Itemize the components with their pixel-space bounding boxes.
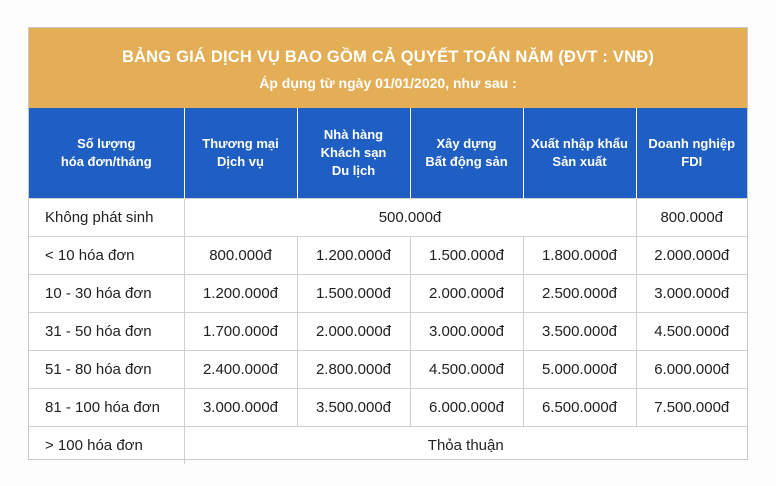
price-cell: 2.400.000đ xyxy=(184,351,297,389)
price-cell: 2.800.000đ xyxy=(297,351,410,389)
price-cell: 4.500.000đ xyxy=(636,313,747,351)
col-header-construction-realestate: Xây dựng Bất động sản xyxy=(410,108,523,199)
price-cell: 3.000.000đ xyxy=(636,275,747,313)
table-row xyxy=(29,275,747,313)
price-cell: 1.500.000đ xyxy=(297,275,410,313)
col-header-invoice-count: Số lượng hóa đơn/tháng xyxy=(29,108,184,199)
table-row xyxy=(29,237,747,275)
price-cell: 1.800.000đ xyxy=(523,237,636,275)
price-cell: 2.000.000đ xyxy=(410,275,523,313)
header-row xyxy=(29,108,747,199)
table-row xyxy=(29,427,747,465)
row-label: > 100 hóa đơn xyxy=(29,427,184,465)
col-header-fdi: Doanh nghiệp FDI xyxy=(636,108,747,199)
price-cell: 1.200.000đ xyxy=(184,275,297,313)
price-cell: 3.000.000đ xyxy=(410,313,523,351)
price-cell: 1.200.000đ xyxy=(297,237,410,275)
price-cell: 6.000.000đ xyxy=(410,389,523,427)
price-cell-fdi: 800.000đ xyxy=(636,199,747,237)
price-cell: 2.000.000đ xyxy=(636,237,747,275)
table-row xyxy=(29,199,747,237)
price-cell: 4.500.000đ xyxy=(410,351,523,389)
row-label: 51 - 80 hóa đơn xyxy=(29,351,184,389)
col-header-hospitality-tourism: Nhà hàng Khách sạn Du lịch xyxy=(297,108,410,199)
table-row xyxy=(29,389,747,427)
row-label: 10 - 30 hóa đơn xyxy=(29,275,184,313)
table-row xyxy=(29,313,747,351)
table-row xyxy=(29,351,747,389)
negotiable-cell: Thỏa thuận xyxy=(184,427,747,465)
price-cell: 6.000.000đ xyxy=(636,351,747,389)
price-cell: 5.000.000đ xyxy=(523,351,636,389)
row-label: < 10 hóa đơn xyxy=(29,237,184,275)
table-subtitle: Áp dụng từ ngày 01/01/2020, như sau : xyxy=(259,75,517,91)
row-label: 31 - 50 hóa đơn xyxy=(29,313,184,351)
pricing-table-card xyxy=(28,27,748,460)
price-cell: 2.500.000đ xyxy=(523,275,636,313)
title-band xyxy=(29,28,747,108)
pricing-table xyxy=(29,108,747,464)
row-label: 81 - 100 hóa đơn xyxy=(29,389,184,427)
price-cell: 7.500.000đ xyxy=(636,389,747,427)
price-cell: 6.500.000đ xyxy=(523,389,636,427)
price-cell: 3.500.000đ xyxy=(297,389,410,427)
price-cell-merged: 500.000đ xyxy=(184,199,636,237)
col-header-import-export-manufacturing: Xuất nhập khẩu Sản xuất xyxy=(523,108,636,199)
price-cell: 800.000đ xyxy=(184,237,297,275)
price-cell: 1.700.000đ xyxy=(184,313,297,351)
price-cell: 3.500.000đ xyxy=(523,313,636,351)
price-cell: 1.500.000đ xyxy=(410,237,523,275)
price-cell: 2.000.000đ xyxy=(297,313,410,351)
table-title: BẢNG GIÁ DỊCH VỤ BAO GỒM CẢ QUYẾT TOÁN NĂM (ĐVT : VNĐ) xyxy=(121,48,655,66)
row-label: Không phát sinh xyxy=(29,199,184,237)
price-cell: 3.000.000đ xyxy=(184,389,297,427)
col-header-commerce-service: Thương mại Dịch vụ xyxy=(184,108,297,199)
